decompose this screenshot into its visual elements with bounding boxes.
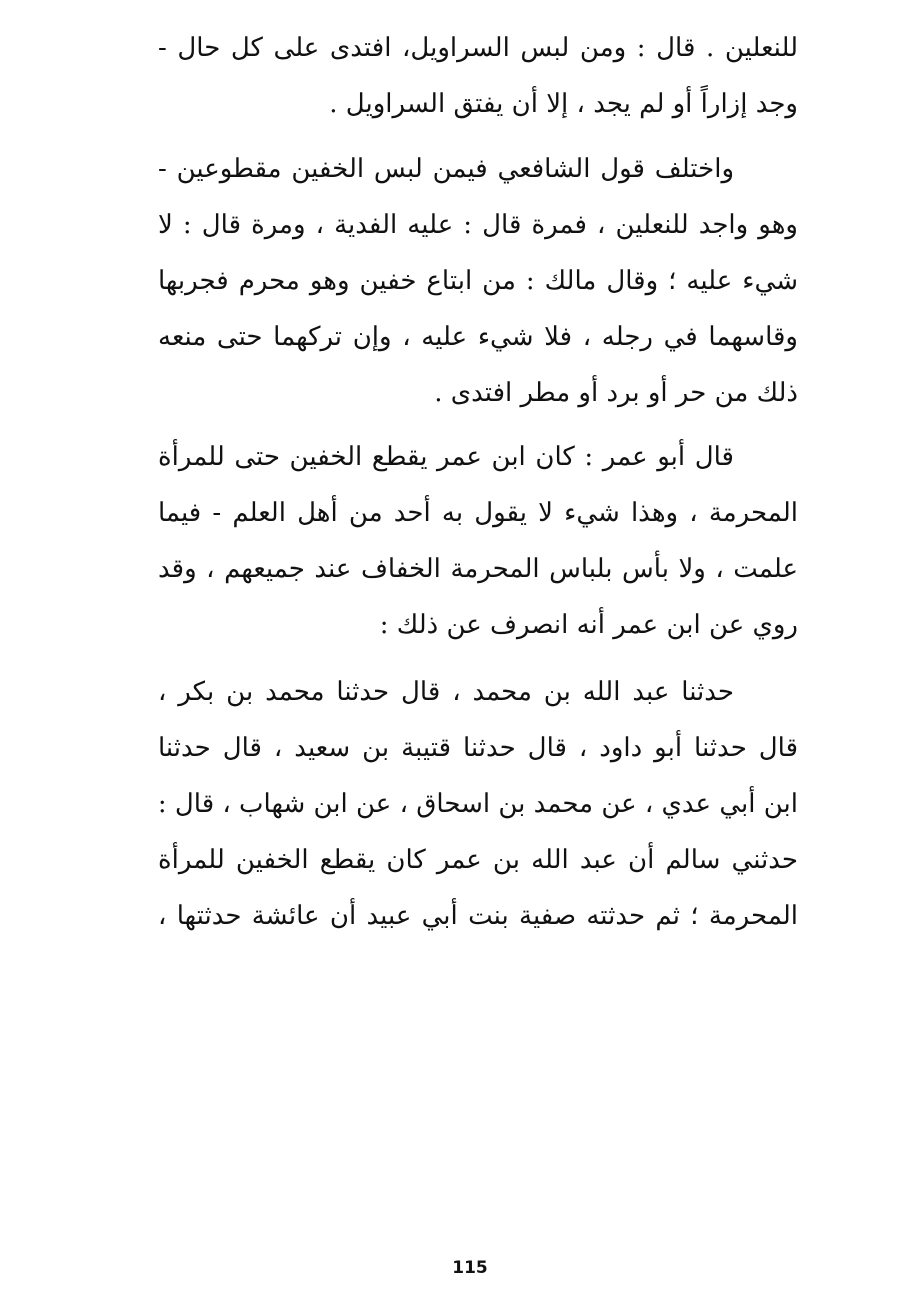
text-line: حدثني سالم أن عبد الله بن عمر كان يقطع الخفين للمرأة [158, 845, 798, 875]
text-line: وجد إزاراً أو لم يجد ، إلا أن يفتق السراويل . [329, 89, 798, 119]
text-line: ذلك من حر أو برد أو مطر افتدى . [434, 378, 798, 408]
text-line: علمت ، ولا بأس بلباس المحرمة الخفاف عند جميعهم ، وقد [158, 554, 798, 584]
text-line: قال حدثنا أبو داود ، قال حدثنا قتيبة بن سعيد ، قال حدثنا [158, 733, 798, 763]
text-line: حدثنا عبد الله بن محمد ، قال حدثنا محمد بن بكر ، [158, 677, 734, 707]
paragraph-1 [158, 20, 798, 132]
paragraph-4 [158, 664, 798, 944]
text-line: للنعلين . قال : ومن لبس السراويل، افتدى على كل حال - [158, 33, 798, 63]
paragraph-2 [158, 141, 798, 421]
text-line: واختلف قول الشافعي فيمن لبس الخفين مقطوعين - [158, 154, 734, 184]
text-line: وقاسهما في رجله ، فلا شيء عليه ، وإن تركهما حتى منعه [158, 322, 798, 352]
text-line: وهو واجد للنعلين ، فمرة قال : عليه الفدية ، ومرة قال : لا [158, 210, 798, 240]
text-line: المحرمة ؛ ثم حدثته صفية بنت أبي عبيد أن عائشة حدثتها ، [158, 901, 798, 931]
text-line: ابن أبي عدي ، عن محمد بن اسحاق ، عن ابن شهاب ، قال : [158, 789, 798, 819]
text-line: شيء عليه ؛ وقال مالك : من ابتاع خفين وهو محرم فجربها [158, 266, 798, 296]
page-number: 115 [452, 1258, 488, 1278]
text-line: قال أبو عمر : كان ابن عمر يقطع الخفين حتى للمرأة [158, 442, 734, 472]
text-line: المحرمة ، وهذا شيء لا يقول به أحد من أهل العلم - فيما [158, 498, 798, 528]
text-line: روي عن ابن عمر أنه انصرف عن ذلك : [379, 610, 798, 640]
paragraph-3 [158, 429, 798, 653]
